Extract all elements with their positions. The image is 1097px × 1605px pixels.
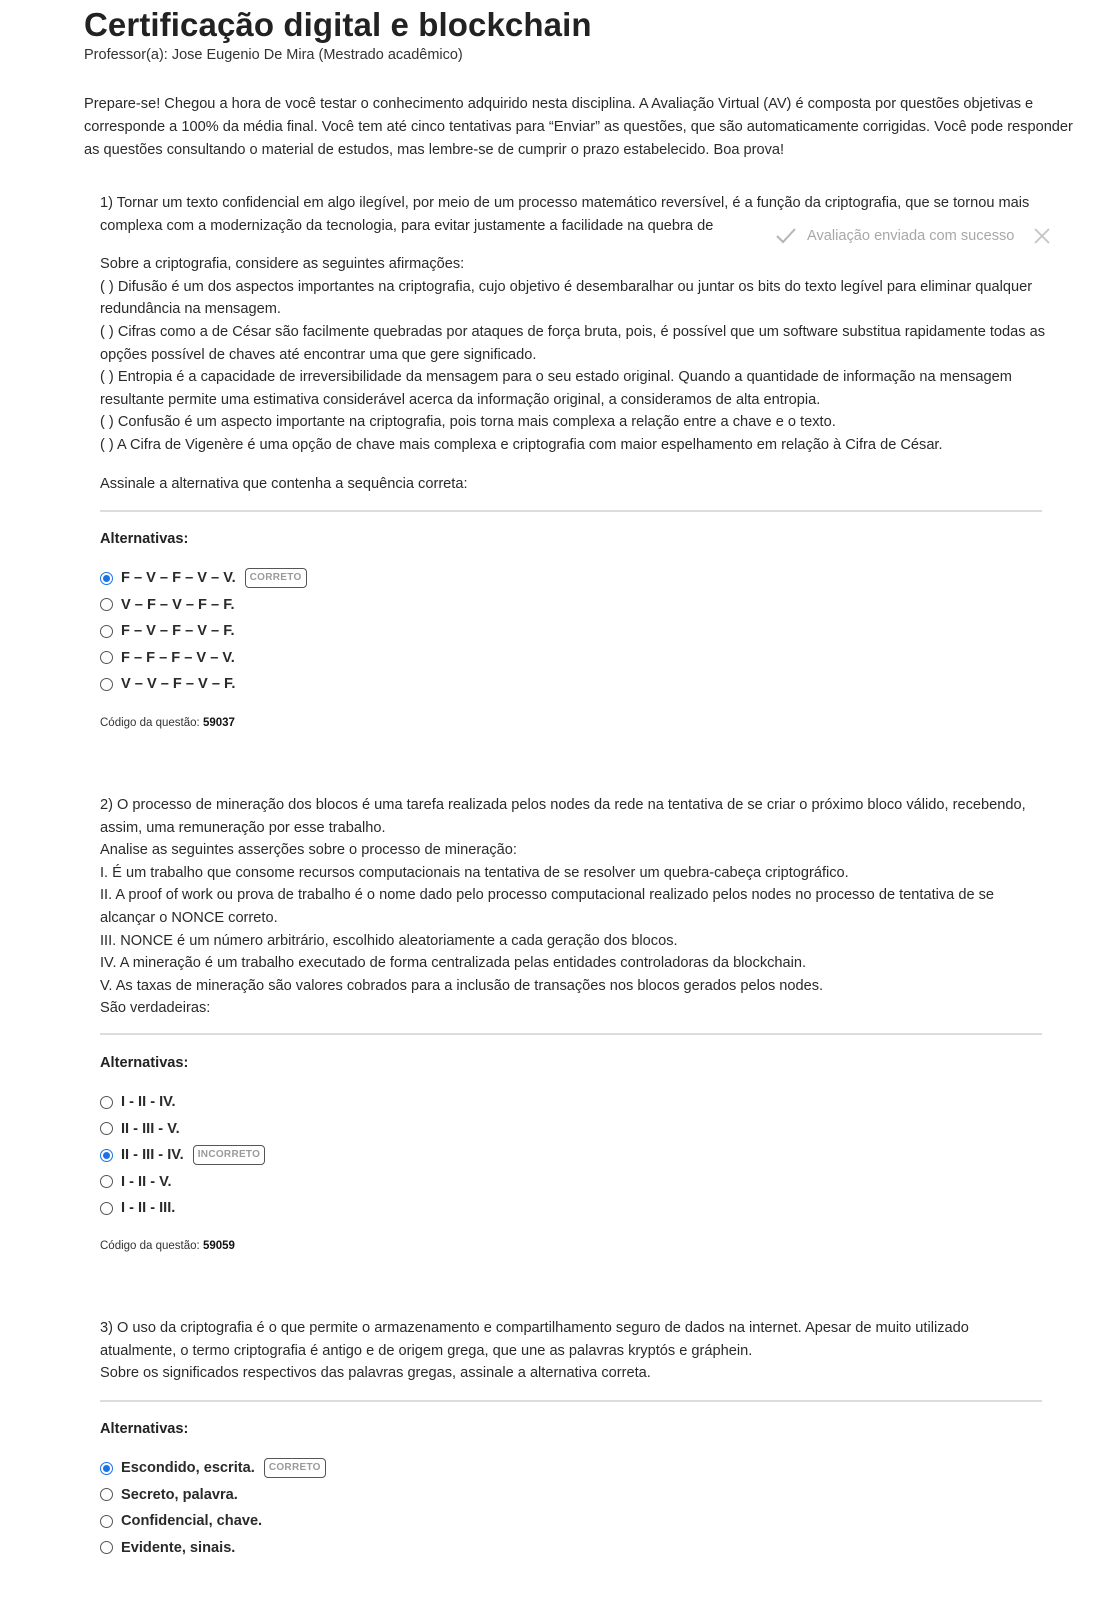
alternative-option[interactable] bbox=[100, 565, 307, 592]
intro-text: Prepare-se! Chegou a hora de você testar o conhecimento adquirido nesta disciplina. A Avaliação Virtual (AV) é composta por questões objetivas e corresponde a 100% da média final. Você tem até cinco tentativas para “Enviar” as questões, que são automaticamente corrigidas. Você pode responder as questões consultando o material de estudos, mas lembre-se de cumprir o prazo estabelecido. Boa prova! bbox=[84, 96, 1073, 158]
alternative-label: I - II - IV. bbox=[121, 1094, 176, 1111]
close-icon[interactable] bbox=[1032, 226, 1052, 246]
radio-button[interactable] bbox=[100, 1202, 113, 1215]
result-badge: INCORRETO bbox=[193, 1145, 266, 1165]
alternative-option[interactable] bbox=[100, 1535, 326, 1562]
question-code-label: Código da questão: bbox=[100, 1240, 200, 1252]
question-text: Analise as seguintes asserções sobre o processo de mineração: bbox=[100, 842, 517, 859]
alternative-label: II - III - IV. bbox=[121, 1147, 184, 1164]
result-badge: CORRETO bbox=[245, 568, 307, 588]
alternative-label: II - III - V. bbox=[121, 1120, 180, 1137]
alternatives-list-2 bbox=[100, 1089, 265, 1222]
success-toast bbox=[775, 223, 1075, 249]
alternative-label: Evidente, sinais. bbox=[121, 1539, 236, 1556]
question-text: 3) O uso da criptografia é o que permite o armazenamento e compartilhamento seguro de dados na internet. Apesar de muito utilizado atualmente, o termo criptografia é antigo e de origem grega, que une as palavras kryptós e gráphein. bbox=[100, 1320, 969, 1359]
result-badge: CORRETO bbox=[264, 1458, 326, 1478]
question-text: V. As taxas de mineração são valores cobrados para a inclusão de transações nos blocos gerados pelos nodes. bbox=[100, 977, 824, 994]
alternative-label: Escondido, escrita. bbox=[121, 1460, 255, 1477]
alternative-label: F – V – F – V – V. bbox=[121, 570, 236, 587]
radio-button[interactable] bbox=[100, 1175, 113, 1188]
question-text: 1) Tornar um texto confidencial em algo ilegível, por meio de um processo matemático reversível, é a função da criptografia, que se tornou mais complexa com a modernização da tecnologia, para evitar justamente a facilidade na quebra de bbox=[100, 195, 1030, 234]
radio-button[interactable] bbox=[100, 1122, 113, 1135]
alternative-label: Confidencial, chave. bbox=[121, 1513, 263, 1530]
radio-button[interactable] bbox=[100, 598, 113, 611]
alternative-option[interactable] bbox=[100, 1195, 265, 1222]
question-code-2 bbox=[100, 1240, 235, 1252]
radio-button[interactable] bbox=[100, 678, 113, 691]
alternative-label: F – F – F – V – V. bbox=[121, 649, 235, 666]
alternative-option[interactable] bbox=[100, 1482, 326, 1509]
alternative-option[interactable] bbox=[100, 1508, 326, 1535]
alternative-option[interactable] bbox=[100, 1169, 265, 1196]
alternative-option[interactable] bbox=[100, 592, 307, 619]
alternative-label: V – V – F – V – F. bbox=[121, 676, 236, 693]
question-text: Sobre a criptografia, considere as seguintes afirmações: bbox=[100, 256, 465, 273]
alternative-label: Secreto, palavra. bbox=[121, 1486, 238, 1503]
alternative-option[interactable] bbox=[100, 1089, 265, 1116]
divider bbox=[100, 510, 1042, 512]
question-text: ( ) Entropia é a capacidade de irreversibilidade da mensagem para o seu estado original. Quando a quantidade de informação na mensagem resultante permite uma estimativa considerável acerca da informação original, a consideramos de alta entropia. bbox=[100, 369, 1012, 408]
radio-button[interactable] bbox=[100, 1541, 113, 1554]
question-text: ( ) Difusão é um dos aspectos importantes na criptografia, cujo objetivo é desembaralhar ou juntar os bits do texto legível para eliminar qualquer redundância na mensagem. bbox=[100, 278, 1033, 318]
alternative-label: V – F – V – F – F. bbox=[121, 596, 235, 613]
alternative-option[interactable] bbox=[100, 1116, 265, 1143]
radio-button[interactable] bbox=[100, 1462, 113, 1475]
question-text: Sobre os significados respectivos das palavras gregas, assinale a alternativa correta. bbox=[100, 1365, 651, 1382]
alternative-option[interactable] bbox=[100, 1142, 265, 1169]
alternative-label: I - II - V. bbox=[121, 1173, 172, 1190]
question-text: ( ) A Cifra de Vigenère é uma opção de chave mais complexa e criptografia com maior espelhamento em relação à Cifra de César. bbox=[100, 436, 943, 453]
question-code-value: 59059 bbox=[202, 1240, 235, 1252]
divider bbox=[100, 1033, 1042, 1035]
question-code-label: Código da questão: bbox=[100, 717, 200, 729]
question-text: III. NONCE é um número arbitrário, escolhido aleatoriamente a cada geração dos blocos. bbox=[100, 932, 678, 949]
course-title: Certificação digital e blockchain bbox=[84, 6, 592, 43]
alternatives-list-1 bbox=[100, 565, 307, 698]
alternative-option[interactable] bbox=[100, 1455, 326, 1482]
question-text: São verdadeiras: bbox=[100, 1000, 211, 1017]
radio-button[interactable] bbox=[100, 1515, 113, 1528]
alternative-option[interactable] bbox=[100, 671, 307, 698]
question-2-statement bbox=[100, 794, 1045, 1020]
alternatives-title: Alternativas: bbox=[100, 1055, 189, 1071]
divider bbox=[100, 1400, 1042, 1402]
question-text: Assinale a alternativa que contenha a sequência correta: bbox=[100, 475, 468, 492]
toast-message: Avaliação enviada com sucesso bbox=[807, 228, 1015, 244]
alternative-label: F – V – F – V – F. bbox=[121, 623, 235, 640]
alternative-option[interactable] bbox=[100, 645, 307, 672]
radio-button[interactable] bbox=[100, 1488, 113, 1501]
radio-button[interactable] bbox=[100, 1096, 113, 1109]
question-3-statement bbox=[100, 1317, 1045, 1385]
question-code-value: 59037 bbox=[202, 717, 235, 729]
alternative-option[interactable] bbox=[100, 618, 307, 645]
radio-button[interactable] bbox=[100, 572, 113, 585]
question-text: IV. A mineração é um trabalho executado de forma centralizada pelas entidades controladoras da blockchain. bbox=[100, 955, 807, 972]
radio-button[interactable] bbox=[100, 1149, 113, 1162]
alternatives-list-3 bbox=[100, 1455, 326, 1561]
radio-button[interactable] bbox=[100, 625, 113, 638]
question-text: I. É um trabalho que consome recursos computacionais na tentativa de se resolver um quebra-cabeça criptográfico. bbox=[100, 864, 849, 881]
question-text: 2) O processo de mineração dos blocos é uma tarefa realizada pelos nodes da rede na tentativa de se criar o próximo bloco válido, recebendo, assim, uma remuneração por esse trabalho. bbox=[100, 797, 1026, 836]
question-text: ( ) Confusão é um aspecto importante na criptografia, pois torna mais complexa a relação entre a chave e o texto. bbox=[100, 414, 836, 431]
professor-info: Professor(a): Jose Eugenio De Mira (Mestrado acadêmico) bbox=[84, 47, 463, 63]
check-icon bbox=[775, 227, 797, 245]
question-code-1 bbox=[100, 717, 235, 729]
question-text: ( ) Cifras como a de César são facilmente quebradas por ataques de força bruta, pois, é possível que um software substitua rapidamente todas as opções possível de chaves até encontrar uma que gere significado. bbox=[100, 323, 1046, 363]
question-text: II. A proof of work ou prova de trabalho é o nome dado pelo processo computacional realizado pelos nodes no processo de tentativa de se alcançar o NONCE correto. bbox=[100, 887, 995, 926]
alternatives-title: Alternativas: bbox=[100, 531, 189, 547]
radio-button[interactable] bbox=[100, 651, 113, 664]
alternatives-title: Alternativas: bbox=[100, 1421, 189, 1437]
alternative-label: I - II - III. bbox=[121, 1200, 176, 1217]
